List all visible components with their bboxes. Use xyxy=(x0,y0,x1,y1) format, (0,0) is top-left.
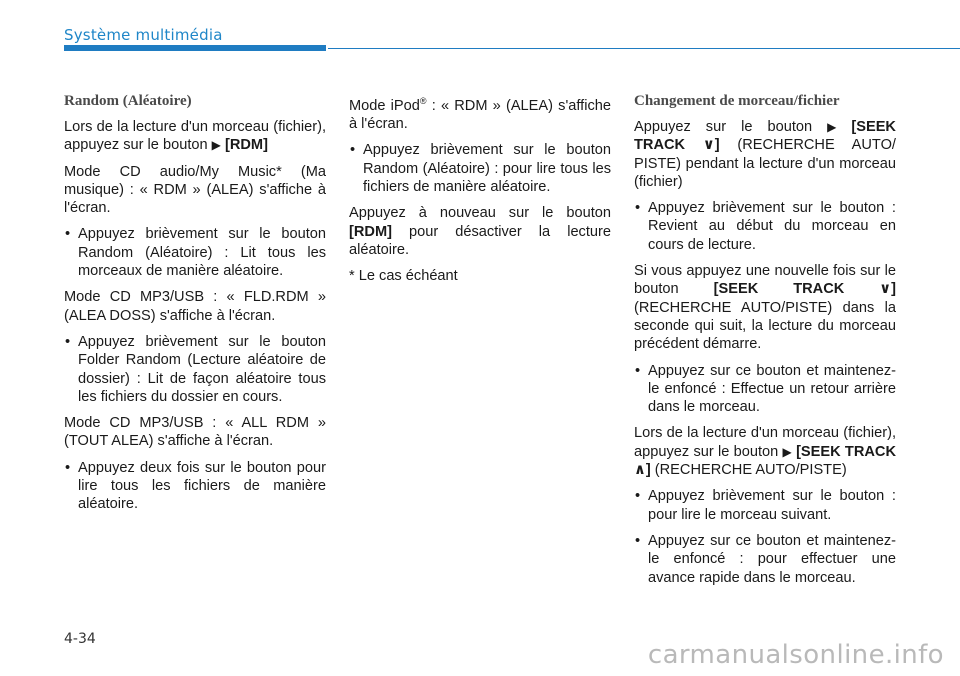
track-intro-suffix: (RECHERCHE AUTO/ PISTE) pendant la lecture d'un morceau (fichier) xyxy=(634,137,896,190)
column-ipod xyxy=(349,92,611,294)
track-previous xyxy=(634,262,896,353)
ipod-bullet-1: • Appuyez brièvement sur le bouton Random (Aléatoire) : pour lire tous les fichiers de manière aléatoire. xyxy=(349,141,611,196)
track-next xyxy=(634,424,896,479)
play-triangle-icon: ▶ xyxy=(827,120,837,134)
random-mp3-mode: Mode CD MP3/USB : « FLD.RDM » (ALEA DOSS) s'affiche à l'écran. xyxy=(64,289,326,324)
track-next-prefix: Lors de la lecture d'un morceau (fichier), appuyez sur le bouton xyxy=(634,425,896,460)
track-intro-prefix: Appuyez sur le bouton xyxy=(634,119,813,135)
play-triangle-icon: ▶ xyxy=(782,444,792,459)
random-bullet-1: • Appuyez brièvement sur le bouton Random (Aléatoire) : Lit tous les morceaux de manière aléatoire. xyxy=(64,225,326,280)
random-all-mode: Mode CD MP3/USB : « ALL RDM » (TOUT ALEA) s'affiche à l'écran. xyxy=(64,415,326,450)
track-bullet-2: • Appuyez sur ce bouton et maintenez-le enfoncé : Effectue un retour arrière dans le morceau. xyxy=(634,362,896,417)
column-random xyxy=(64,92,326,522)
column-track-change xyxy=(634,92,896,595)
seek-track-up-label: [SEEK TRACK ∧] xyxy=(634,443,897,479)
ipod-mode-rest: : « RDM » (ALEA) s'affiche à l'écran. xyxy=(349,97,611,133)
random-cd-mode: Mode CD audio/My Music* (Ma musique) : « RDM » (ALEA) s'affiche à l'écran. xyxy=(64,163,326,217)
rdm-disable xyxy=(349,204,611,259)
track-heading: Changement de morceau/fichier xyxy=(634,93,840,109)
header-rule-thick xyxy=(64,45,326,51)
random-heading: Random (Aléatoire) xyxy=(64,93,192,109)
track-bullet-3: • Appuyez brièvement sur le bouton : pour lire le morceau suivant. xyxy=(634,487,896,524)
random-bullet-2: • Appuyez brièvement sur le bouton Folder Random (Lecture aléatoire de dossier) : Lit de façon aléatoire tous les fichiers du dossier en cours. xyxy=(64,333,326,406)
random-intro xyxy=(64,118,326,155)
rdm-button-label-2: [RDM] xyxy=(349,223,392,240)
rdm-disable-suffix: pour désactiver la lecture aléatoire. xyxy=(349,223,612,258)
section-title: Système multimédia xyxy=(64,26,223,44)
track-previous-prefix: Si vous appuyez une nouvelle fois sur le bouton xyxy=(634,263,896,298)
ipod-mode-prefix: Mode iPod xyxy=(349,97,420,114)
seek-track-down-label: [SEEK TRACK ∨] xyxy=(634,119,896,154)
rdm-disable-prefix: Appuyez à nouveau sur le bouton xyxy=(349,205,611,222)
random-bullet-3: • Appuyez deux fois sur le bouton pour lire tous les fichiers de manière aléatoire. xyxy=(64,459,326,514)
ipod-mode xyxy=(349,92,611,133)
track-intro xyxy=(634,118,896,191)
header-rule-thin xyxy=(328,48,960,49)
rdm-button-label: [RDM] xyxy=(224,137,268,154)
random-intro-text: Lors de la lecture d'un morceau (fichier), appuyez sur le bouton xyxy=(64,119,326,154)
track-next-suffix: (RECHERCHE AUTO/PISTE) xyxy=(654,462,847,479)
watermark: carmanualsonline.info xyxy=(647,640,944,670)
track-previous-suffix: (RECHERCHE AUTO/PISTE) dans la seconde qui suit, la lecture du morceau précédent démarre. xyxy=(634,299,896,353)
page-number: 4-34 xyxy=(64,631,96,647)
seek-track-down-label-2: [SEEK TRACK ∨] xyxy=(713,281,896,298)
track-bullet-1: • Appuyez brièvement sur le bouton : Revient au début du morceau en cours de lecture. xyxy=(634,199,896,254)
track-bullet-4: • Appuyez sur ce bouton et maintenez-le enfoncé : pour effectuer une avance rapide dans le morceau. xyxy=(634,532,896,587)
footnote: * Le cas échéant xyxy=(349,268,458,285)
registered-mark: ® xyxy=(419,96,427,106)
play-triangle-icon: ▶ xyxy=(211,138,221,153)
